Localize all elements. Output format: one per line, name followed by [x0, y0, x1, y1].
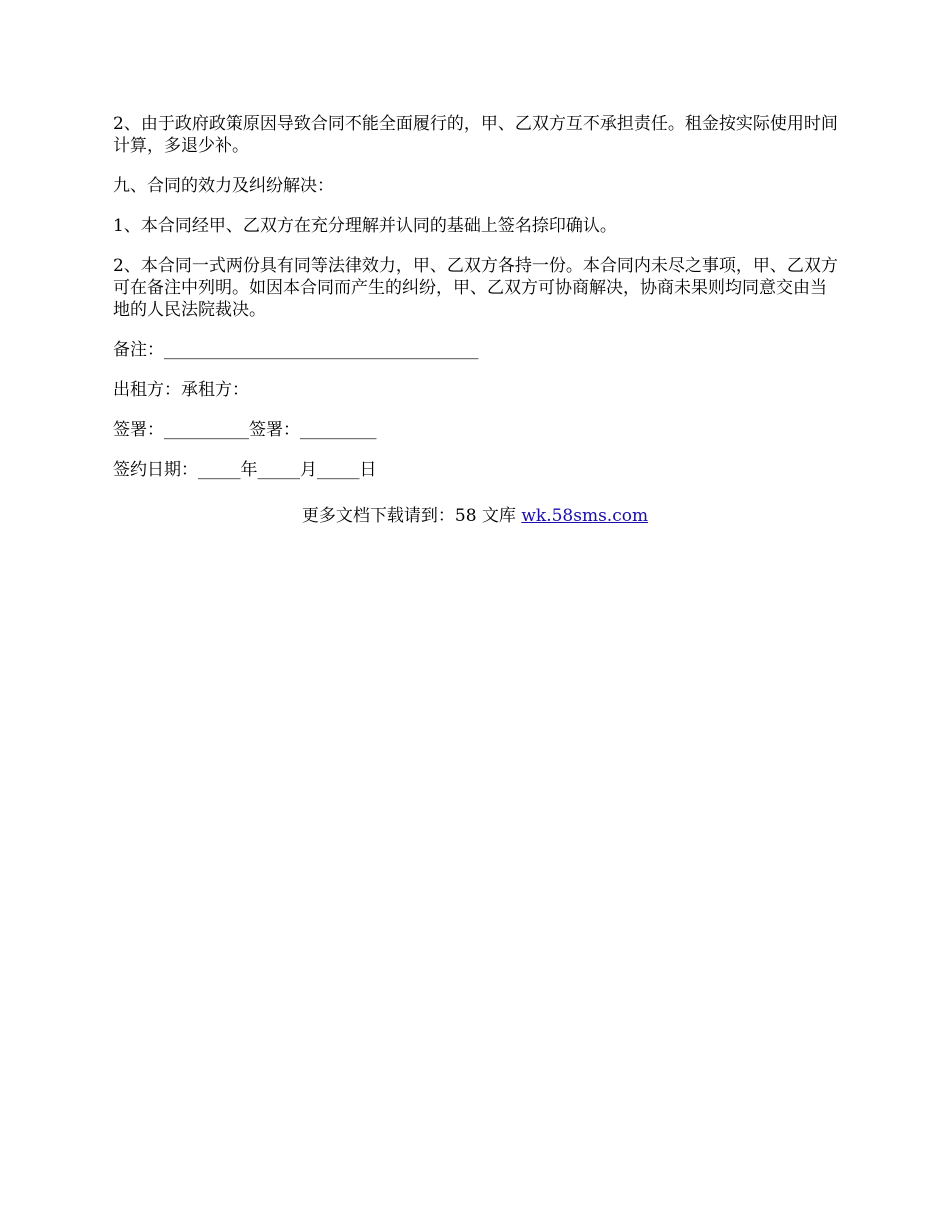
- footer-download-note: [0, 505, 950, 527]
- footer-text: 更多文档下载请到：58 文库: [301, 506, 522, 526]
- section-heading-validity-disputes: 九、合同的效力及纠纷解决：: [113, 176, 334, 196]
- parties-line: 出租方：承租方：: [113, 380, 249, 400]
- paragraph-policy-liability: 2、由于政府政策原因导致合同不能全面履行的，甲、乙双方互不承担责任。租金按实际使用时间计算，多退少补。: [113, 114, 838, 156]
- signature-line: 签署：__________签署：_________: [113, 420, 377, 440]
- signing-date-line: 签约日期：_____年_____月_____日: [113, 460, 377, 480]
- remarks-line: 备注：_____________________________________: [113, 340, 479, 360]
- footer-link[interactable]: wk.58sms.com: [521, 506, 649, 526]
- document-body: [113, 113, 843, 499]
- paragraph-contract-confirmation: 1、本合同经甲、乙双方在充分理解并认同的基础上签名捺印确认。: [113, 216, 617, 236]
- paragraph-copies-and-disputes: 2、本合同一式两份具有同等法律效力，甲、乙双方各持一份。本合同内未尽之事项，甲、乙双方可在备注中列明。如因本合同而产生的纠纷，甲、乙双方可协商解决，协商未果则均同意交由当地的人民法院裁决。: [113, 256, 838, 320]
